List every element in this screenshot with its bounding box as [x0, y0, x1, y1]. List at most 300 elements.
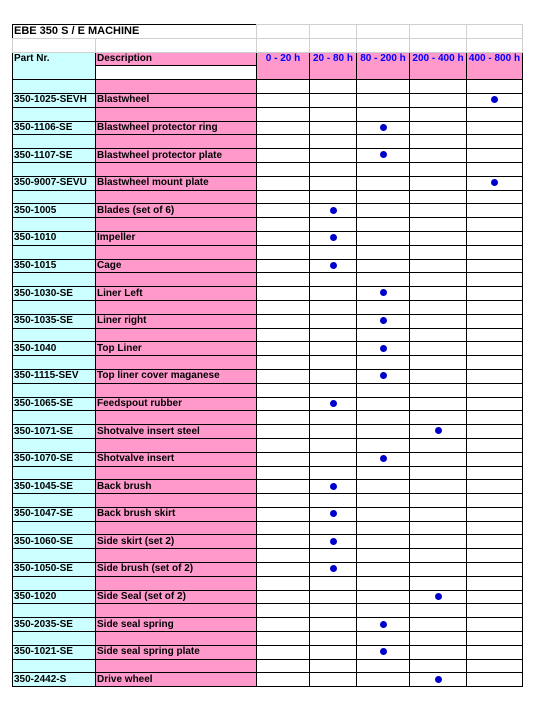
interval-cell[interactable]	[257, 590, 310, 604]
interval-cell-empty[interactable]	[467, 273, 523, 287]
part-number-cell[interactable]: 350-1115-SEV	[13, 369, 96, 383]
interval-cell-empty[interactable]	[410, 80, 467, 94]
interval-cell[interactable]	[410, 149, 467, 163]
interval-cell[interactable]	[310, 287, 357, 301]
part-cell-empty[interactable]	[13, 107, 96, 121]
description-cell[interactable]: Blastwheel mount plate	[96, 176, 257, 190]
interval-cell-empty[interactable]	[410, 328, 467, 342]
part-cell-empty[interactable]	[13, 328, 96, 342]
interval-cell[interactable]	[310, 342, 357, 356]
part-number-cell[interactable]: 350-1015	[13, 259, 96, 273]
part-number-cell[interactable]: 350-1107-SE	[13, 149, 96, 163]
interval-cell-empty[interactable]	[467, 356, 523, 370]
interval-cell-empty[interactable]	[467, 659, 523, 673]
description-cell-empty[interactable]	[96, 411, 257, 425]
interval-cell-empty[interactable]	[410, 438, 467, 452]
description-cell[interactable]: Blastwheel	[96, 93, 257, 107]
interval-cell-empty[interactable]	[310, 604, 357, 618]
interval-cell-empty[interactable]	[257, 632, 310, 646]
interval-cell-empty[interactable]	[257, 494, 310, 508]
interval-cell[interactable]	[467, 342, 523, 356]
part-cell-empty[interactable]	[13, 632, 96, 646]
part-number-cell[interactable]: 350-1035-SE	[13, 314, 96, 328]
interval-cell-empty[interactable]	[257, 245, 310, 259]
interval-cell-empty[interactable]	[257, 438, 310, 452]
interval-cell[interactable]	[467, 93, 523, 107]
interval-cell[interactable]	[310, 93, 357, 107]
interval-cell[interactable]	[357, 342, 410, 356]
interval-cell[interactable]	[310, 314, 357, 328]
interval-cell-empty[interactable]	[410, 162, 467, 176]
part-cell-empty[interactable]	[13, 521, 96, 535]
part-number-cell[interactable]: 350-2035-SE	[13, 618, 96, 632]
interval-cell[interactable]	[310, 259, 357, 273]
interval-cell[interactable]	[310, 673, 357, 687]
part-number-cell[interactable]: 350-1071-SE	[13, 425, 96, 439]
interval-cell-empty[interactable]	[357, 494, 410, 508]
interval-cell-empty[interactable]	[410, 245, 467, 259]
interval-cell[interactable]	[410, 314, 467, 328]
interval-cell-empty[interactable]	[310, 659, 357, 673]
interval-cell[interactable]	[410, 204, 467, 218]
interval-cell[interactable]	[310, 176, 357, 190]
part-cell-empty[interactable]	[13, 190, 96, 204]
interval-cell-empty[interactable]	[310, 438, 357, 452]
interval-cell[interactable]	[257, 93, 310, 107]
interval-cell[interactable]	[310, 618, 357, 632]
interval-cell[interactable]	[410, 93, 467, 107]
header-interval-4[interactable]: 400 - 800 h	[467, 52, 523, 80]
part-cell-empty[interactable]	[13, 80, 96, 94]
interval-cell-empty[interactable]	[467, 438, 523, 452]
interval-cell-empty[interactable]	[410, 300, 467, 314]
interval-cell-empty[interactable]	[357, 604, 410, 618]
interval-cell-empty[interactable]	[467, 494, 523, 508]
interval-cell[interactable]	[410, 535, 467, 549]
interval-cell[interactable]	[410, 231, 467, 245]
description-cell-empty[interactable]	[96, 494, 257, 508]
interval-cell-empty[interactable]	[310, 466, 357, 480]
part-cell-empty[interactable]	[13, 494, 96, 508]
description-cell-empty[interactable]	[96, 80, 257, 94]
part-number-cell[interactable]: 350-1025-SEVH	[13, 93, 96, 107]
interval-cell-empty[interactable]	[257, 162, 310, 176]
interval-cell[interactable]	[357, 314, 410, 328]
interval-cell-empty[interactable]	[357, 273, 410, 287]
part-cell-empty[interactable]	[13, 383, 96, 397]
description-cell-empty[interactable]	[96, 438, 257, 452]
interval-cell[interactable]	[467, 535, 523, 549]
interval-cell[interactable]	[410, 425, 467, 439]
interval-cell[interactable]	[257, 259, 310, 273]
interval-cell[interactable]	[467, 507, 523, 521]
interval-cell-empty[interactable]	[357, 466, 410, 480]
interval-cell[interactable]	[410, 673, 467, 687]
interval-cell[interactable]	[467, 590, 523, 604]
interval-cell[interactable]	[467, 397, 523, 411]
interval-cell-empty[interactable]	[257, 383, 310, 397]
description-cell-empty[interactable]	[96, 328, 257, 342]
interval-cell[interactable]	[257, 287, 310, 301]
header-interval-1[interactable]: 20 - 80 h	[310, 52, 357, 80]
interval-cell-empty[interactable]	[357, 300, 410, 314]
interval-cell-empty[interactable]	[357, 521, 410, 535]
interval-cell-empty[interactable]	[357, 659, 410, 673]
part-number-cell[interactable]: 350-1020	[13, 590, 96, 604]
interval-cell-empty[interactable]	[257, 135, 310, 149]
part-cell-empty[interactable]	[13, 300, 96, 314]
part-number-cell[interactable]: 350-1045-SE	[13, 480, 96, 494]
interval-cell-empty[interactable]	[357, 328, 410, 342]
interval-cell-empty[interactable]	[467, 218, 523, 232]
description-cell[interactable]: Top Liner	[96, 342, 257, 356]
interval-cell[interactable]	[467, 452, 523, 466]
interval-cell[interactable]	[467, 369, 523, 383]
description-cell-empty[interactable]	[96, 135, 257, 149]
header-part-number[interactable]: Part Nr.	[13, 52, 96, 80]
interval-cell-empty[interactable]	[257, 218, 310, 232]
interval-cell[interactable]	[310, 590, 357, 604]
interval-cell-empty[interactable]	[310, 411, 357, 425]
interval-cell-empty[interactable]	[410, 466, 467, 480]
part-cell-empty[interactable]	[13, 604, 96, 618]
interval-cell-empty[interactable]	[357, 245, 410, 259]
description-cell-empty[interactable]	[96, 356, 257, 370]
interval-cell[interactable]	[357, 121, 410, 135]
interval-cell-empty[interactable]	[257, 604, 310, 618]
description-cell-empty[interactable]	[96, 218, 257, 232]
part-cell-empty[interactable]	[13, 438, 96, 452]
description-cell[interactable]: Blades (set of 6)	[96, 204, 257, 218]
interval-cell-empty[interactable]	[257, 659, 310, 673]
interval-cell[interactable]	[310, 645, 357, 659]
interval-cell[interactable]	[257, 397, 310, 411]
interval-cell[interactable]	[410, 369, 467, 383]
interval-cell[interactable]	[357, 645, 410, 659]
interval-cell[interactable]	[410, 590, 467, 604]
header-interval-2[interactable]: 80 - 200 h	[357, 52, 410, 80]
interval-cell[interactable]	[357, 673, 410, 687]
interval-cell-empty[interactable]	[357, 135, 410, 149]
interval-cell[interactable]	[257, 149, 310, 163]
description-cell[interactable]: Liner right	[96, 314, 257, 328]
interval-cell-empty[interactable]	[257, 328, 310, 342]
interval-cell-empty[interactable]	[310, 328, 357, 342]
interval-cell-empty[interactable]	[357, 356, 410, 370]
description-cell-empty[interactable]	[96, 466, 257, 480]
interval-cell[interactable]	[257, 645, 310, 659]
interval-cell[interactable]	[257, 425, 310, 439]
interval-cell-empty[interactable]	[467, 521, 523, 535]
description-cell-empty[interactable]	[96, 300, 257, 314]
interval-cell-empty[interactable]	[357, 107, 410, 121]
interval-cell[interactable]	[410, 287, 467, 301]
interval-cell-empty[interactable]	[467, 245, 523, 259]
interval-cell-empty[interactable]	[257, 107, 310, 121]
part-number-cell[interactable]: 350-1040	[13, 342, 96, 356]
part-cell-empty[interactable]	[13, 466, 96, 480]
interval-cell[interactable]	[310, 563, 357, 577]
description-cell[interactable]: Shotvalve insert	[96, 452, 257, 466]
interval-cell-empty[interactable]	[310, 521, 357, 535]
interval-cell[interactable]	[410, 563, 467, 577]
interval-cell[interactable]	[467, 149, 523, 163]
interval-cell[interactable]	[467, 673, 523, 687]
interval-cell-empty[interactable]	[257, 300, 310, 314]
interval-cell[interactable]	[310, 397, 357, 411]
interval-cell[interactable]	[357, 176, 410, 190]
interval-cell[interactable]	[357, 204, 410, 218]
description-cell-empty[interactable]	[96, 521, 257, 535]
interval-cell-empty[interactable]	[357, 383, 410, 397]
interval-cell-empty[interactable]	[357, 632, 410, 646]
interval-cell[interactable]	[257, 452, 310, 466]
interval-cell[interactable]	[357, 563, 410, 577]
description-cell-empty[interactable]	[96, 245, 257, 259]
part-cell-empty[interactable]	[13, 218, 96, 232]
interval-cell[interactable]	[257, 507, 310, 521]
description-cell-empty[interactable]	[96, 659, 257, 673]
interval-cell[interactable]	[257, 673, 310, 687]
interval-cell[interactable]	[310, 480, 357, 494]
interval-cell[interactable]	[410, 397, 467, 411]
interval-cell-empty[interactable]	[310, 245, 357, 259]
description-cell-empty[interactable]	[96, 549, 257, 563]
interval-cell-empty[interactable]	[357, 80, 410, 94]
description-cell-empty[interactable]	[96, 190, 257, 204]
interval-cell-empty[interactable]	[310, 218, 357, 232]
description-cell[interactable]: Shotvalve insert steel	[96, 425, 257, 439]
interval-cell[interactable]	[467, 231, 523, 245]
interval-cell[interactable]	[357, 480, 410, 494]
description-cell[interactable]: Drive wheel	[96, 673, 257, 687]
part-cell-empty[interactable]	[13, 549, 96, 563]
interval-cell-empty[interactable]	[257, 576, 310, 590]
interval-cell[interactable]	[357, 535, 410, 549]
interval-cell[interactable]	[467, 314, 523, 328]
interval-cell[interactable]	[357, 397, 410, 411]
interval-cell[interactable]	[357, 369, 410, 383]
interval-cell-empty[interactable]	[310, 190, 357, 204]
interval-cell-empty[interactable]	[257, 273, 310, 287]
description-cell[interactable]: Side seal spring	[96, 618, 257, 632]
header-description[interactable]: Description	[96, 52, 257, 66]
part-number-cell[interactable]: 350-1047-SE	[13, 507, 96, 521]
interval-cell[interactable]	[410, 645, 467, 659]
interval-cell[interactable]	[310, 535, 357, 549]
description-cell[interactable]: Impeller	[96, 231, 257, 245]
interval-cell[interactable]	[310, 204, 357, 218]
interval-cell-empty[interactable]	[257, 356, 310, 370]
description-cell[interactable]: Liner Left	[96, 287, 257, 301]
interval-cell[interactable]	[257, 342, 310, 356]
interval-cell[interactable]	[310, 507, 357, 521]
interval-cell[interactable]	[257, 314, 310, 328]
part-number-cell[interactable]: 350-2442-S	[13, 673, 96, 687]
interval-cell[interactable]	[467, 480, 523, 494]
interval-cell-empty[interactable]	[310, 549, 357, 563]
part-cell-empty[interactable]	[13, 411, 96, 425]
interval-cell-empty[interactable]	[467, 190, 523, 204]
interval-cell-empty[interactable]	[467, 576, 523, 590]
part-number-cell[interactable]: 350-1050-SE	[13, 563, 96, 577]
interval-cell-empty[interactable]	[410, 632, 467, 646]
part-cell-empty[interactable]	[13, 659, 96, 673]
interval-cell[interactable]	[467, 287, 523, 301]
interval-cell-empty[interactable]	[410, 521, 467, 535]
interval-cell-empty[interactable]	[410, 218, 467, 232]
interval-cell-empty[interactable]	[257, 411, 310, 425]
interval-cell[interactable]	[310, 231, 357, 245]
interval-cell-empty[interactable]	[467, 135, 523, 149]
interval-cell-empty[interactable]	[310, 494, 357, 508]
interval-cell[interactable]	[467, 618, 523, 632]
description-cell-empty[interactable]	[96, 604, 257, 618]
interval-cell-empty[interactable]	[410, 604, 467, 618]
interval-cell-empty[interactable]	[467, 632, 523, 646]
description-cell[interactable]: Blastwheel protector plate	[96, 149, 257, 163]
interval-cell[interactable]	[257, 369, 310, 383]
description-cell[interactable]: Side brush (set of 2)	[96, 563, 257, 577]
interval-cell-empty[interactable]	[410, 494, 467, 508]
interval-cell[interactable]	[357, 590, 410, 604]
interval-cell[interactable]	[467, 563, 523, 577]
description-cell-empty[interactable]	[96, 383, 257, 397]
interval-cell-empty[interactable]	[410, 107, 467, 121]
part-cell-empty[interactable]	[13, 273, 96, 287]
part-cell-empty[interactable]	[13, 162, 96, 176]
part-number-cell[interactable]: 350-1070-SE	[13, 452, 96, 466]
interval-cell-empty[interactable]	[467, 466, 523, 480]
part-number-cell[interactable]: 350-1021-SE	[13, 645, 96, 659]
interval-cell-empty[interactable]	[357, 576, 410, 590]
interval-cell-empty[interactable]	[410, 135, 467, 149]
interval-cell[interactable]	[467, 259, 523, 273]
interval-cell-empty[interactable]	[310, 356, 357, 370]
interval-cell-empty[interactable]	[410, 273, 467, 287]
interval-cell-empty[interactable]	[310, 383, 357, 397]
description-cell[interactable]: Side seal spring plate	[96, 645, 257, 659]
interval-cell-empty[interactable]	[467, 411, 523, 425]
interval-cell-empty[interactable]	[410, 356, 467, 370]
part-number-cell[interactable]: 350-9007-SEVU	[13, 176, 96, 190]
interval-cell-empty[interactable]	[257, 521, 310, 535]
interval-cell-empty[interactable]	[310, 135, 357, 149]
interval-cell-empty[interactable]	[257, 80, 310, 94]
interval-cell-empty[interactable]	[467, 549, 523, 563]
interval-cell-empty[interactable]	[410, 190, 467, 204]
description-cell-empty[interactable]	[96, 632, 257, 646]
interval-cell[interactable]	[257, 480, 310, 494]
interval-cell[interactable]	[467, 645, 523, 659]
description-cell[interactable]: Cage	[96, 259, 257, 273]
interval-cell[interactable]	[357, 507, 410, 521]
part-number-cell[interactable]: 350-1010	[13, 231, 96, 245]
interval-cell-empty[interactable]	[467, 300, 523, 314]
part-number-cell[interactable]: 350-1005	[13, 204, 96, 218]
interval-cell-empty[interactable]	[467, 328, 523, 342]
description-cell[interactable]: Back brush skirt	[96, 507, 257, 521]
interval-cell-empty[interactable]	[467, 383, 523, 397]
part-number-cell[interactable]: 350-1030-SE	[13, 287, 96, 301]
interval-cell[interactable]	[257, 176, 310, 190]
part-cell-empty[interactable]	[13, 576, 96, 590]
interval-cell[interactable]	[357, 231, 410, 245]
interval-cell[interactable]	[467, 425, 523, 439]
interval-cell-empty[interactable]	[257, 190, 310, 204]
interval-cell[interactable]	[310, 452, 357, 466]
interval-cell[interactable]	[257, 563, 310, 577]
interval-cell[interactable]	[357, 287, 410, 301]
interval-cell-empty[interactable]	[357, 411, 410, 425]
interval-cell[interactable]	[410, 452, 467, 466]
interval-cell[interactable]	[410, 176, 467, 190]
interval-cell[interactable]	[410, 480, 467, 494]
header-interval-3[interactable]: 200 - 400 h	[410, 52, 467, 80]
description-cell[interactable]: Side Seal (set of 2)	[96, 590, 257, 604]
interval-cell[interactable]	[310, 121, 357, 135]
part-cell-empty[interactable]	[13, 356, 96, 370]
interval-cell-empty[interactable]	[310, 300, 357, 314]
interval-cell[interactable]	[357, 618, 410, 632]
interval-cell[interactable]	[467, 204, 523, 218]
interval-cell-empty[interactable]	[310, 80, 357, 94]
description-cell-empty[interactable]	[96, 273, 257, 287]
description-cell-empty[interactable]	[96, 107, 257, 121]
description-cell[interactable]: Feedspout rubber	[96, 397, 257, 411]
interval-cell[interactable]	[410, 259, 467, 273]
interval-cell-empty[interactable]	[410, 659, 467, 673]
interval-cell[interactable]	[357, 452, 410, 466]
interval-cell-empty[interactable]	[467, 107, 523, 121]
part-cell-empty[interactable]	[13, 245, 96, 259]
interval-cell[interactable]	[257, 231, 310, 245]
interval-cell[interactable]	[357, 149, 410, 163]
part-cell-empty[interactable]	[13, 135, 96, 149]
interval-cell[interactable]	[257, 535, 310, 549]
interval-cell-empty[interactable]	[310, 632, 357, 646]
interval-cell-empty[interactable]	[410, 576, 467, 590]
interval-cell[interactable]	[257, 618, 310, 632]
interval-cell-empty[interactable]	[357, 438, 410, 452]
part-number-cell[interactable]: 350-1065-SE	[13, 397, 96, 411]
interval-cell[interactable]	[357, 259, 410, 273]
interval-cell-empty[interactable]	[410, 411, 467, 425]
interval-cell-empty[interactable]	[357, 190, 410, 204]
interval-cell-empty[interactable]	[357, 549, 410, 563]
interval-cell-empty[interactable]	[410, 383, 467, 397]
interval-cell[interactable]	[410, 507, 467, 521]
interval-cell[interactable]	[410, 618, 467, 632]
description-cell[interactable]: Side skirt (set 2)	[96, 535, 257, 549]
interval-cell-empty[interactable]	[467, 80, 523, 94]
interval-cell-empty[interactable]	[257, 549, 310, 563]
interval-cell[interactable]	[357, 93, 410, 107]
interval-cell[interactable]	[410, 342, 467, 356]
interval-cell-empty[interactable]	[310, 273, 357, 287]
interval-cell[interactable]	[257, 121, 310, 135]
interval-cell[interactable]	[257, 204, 310, 218]
interval-cell-empty[interactable]	[310, 576, 357, 590]
interval-cell[interactable]	[467, 121, 523, 135]
part-number-cell[interactable]: 350-1060-SE	[13, 535, 96, 549]
interval-cell-empty[interactable]	[357, 162, 410, 176]
header-interval-0[interactable]: 0 - 20 h	[257, 52, 310, 80]
part-number-cell[interactable]: 350-1106-SE	[13, 121, 96, 135]
interval-cell-empty[interactable]	[357, 218, 410, 232]
interval-cell-empty[interactable]	[310, 107, 357, 121]
interval-cell-empty[interactable]	[257, 466, 310, 480]
